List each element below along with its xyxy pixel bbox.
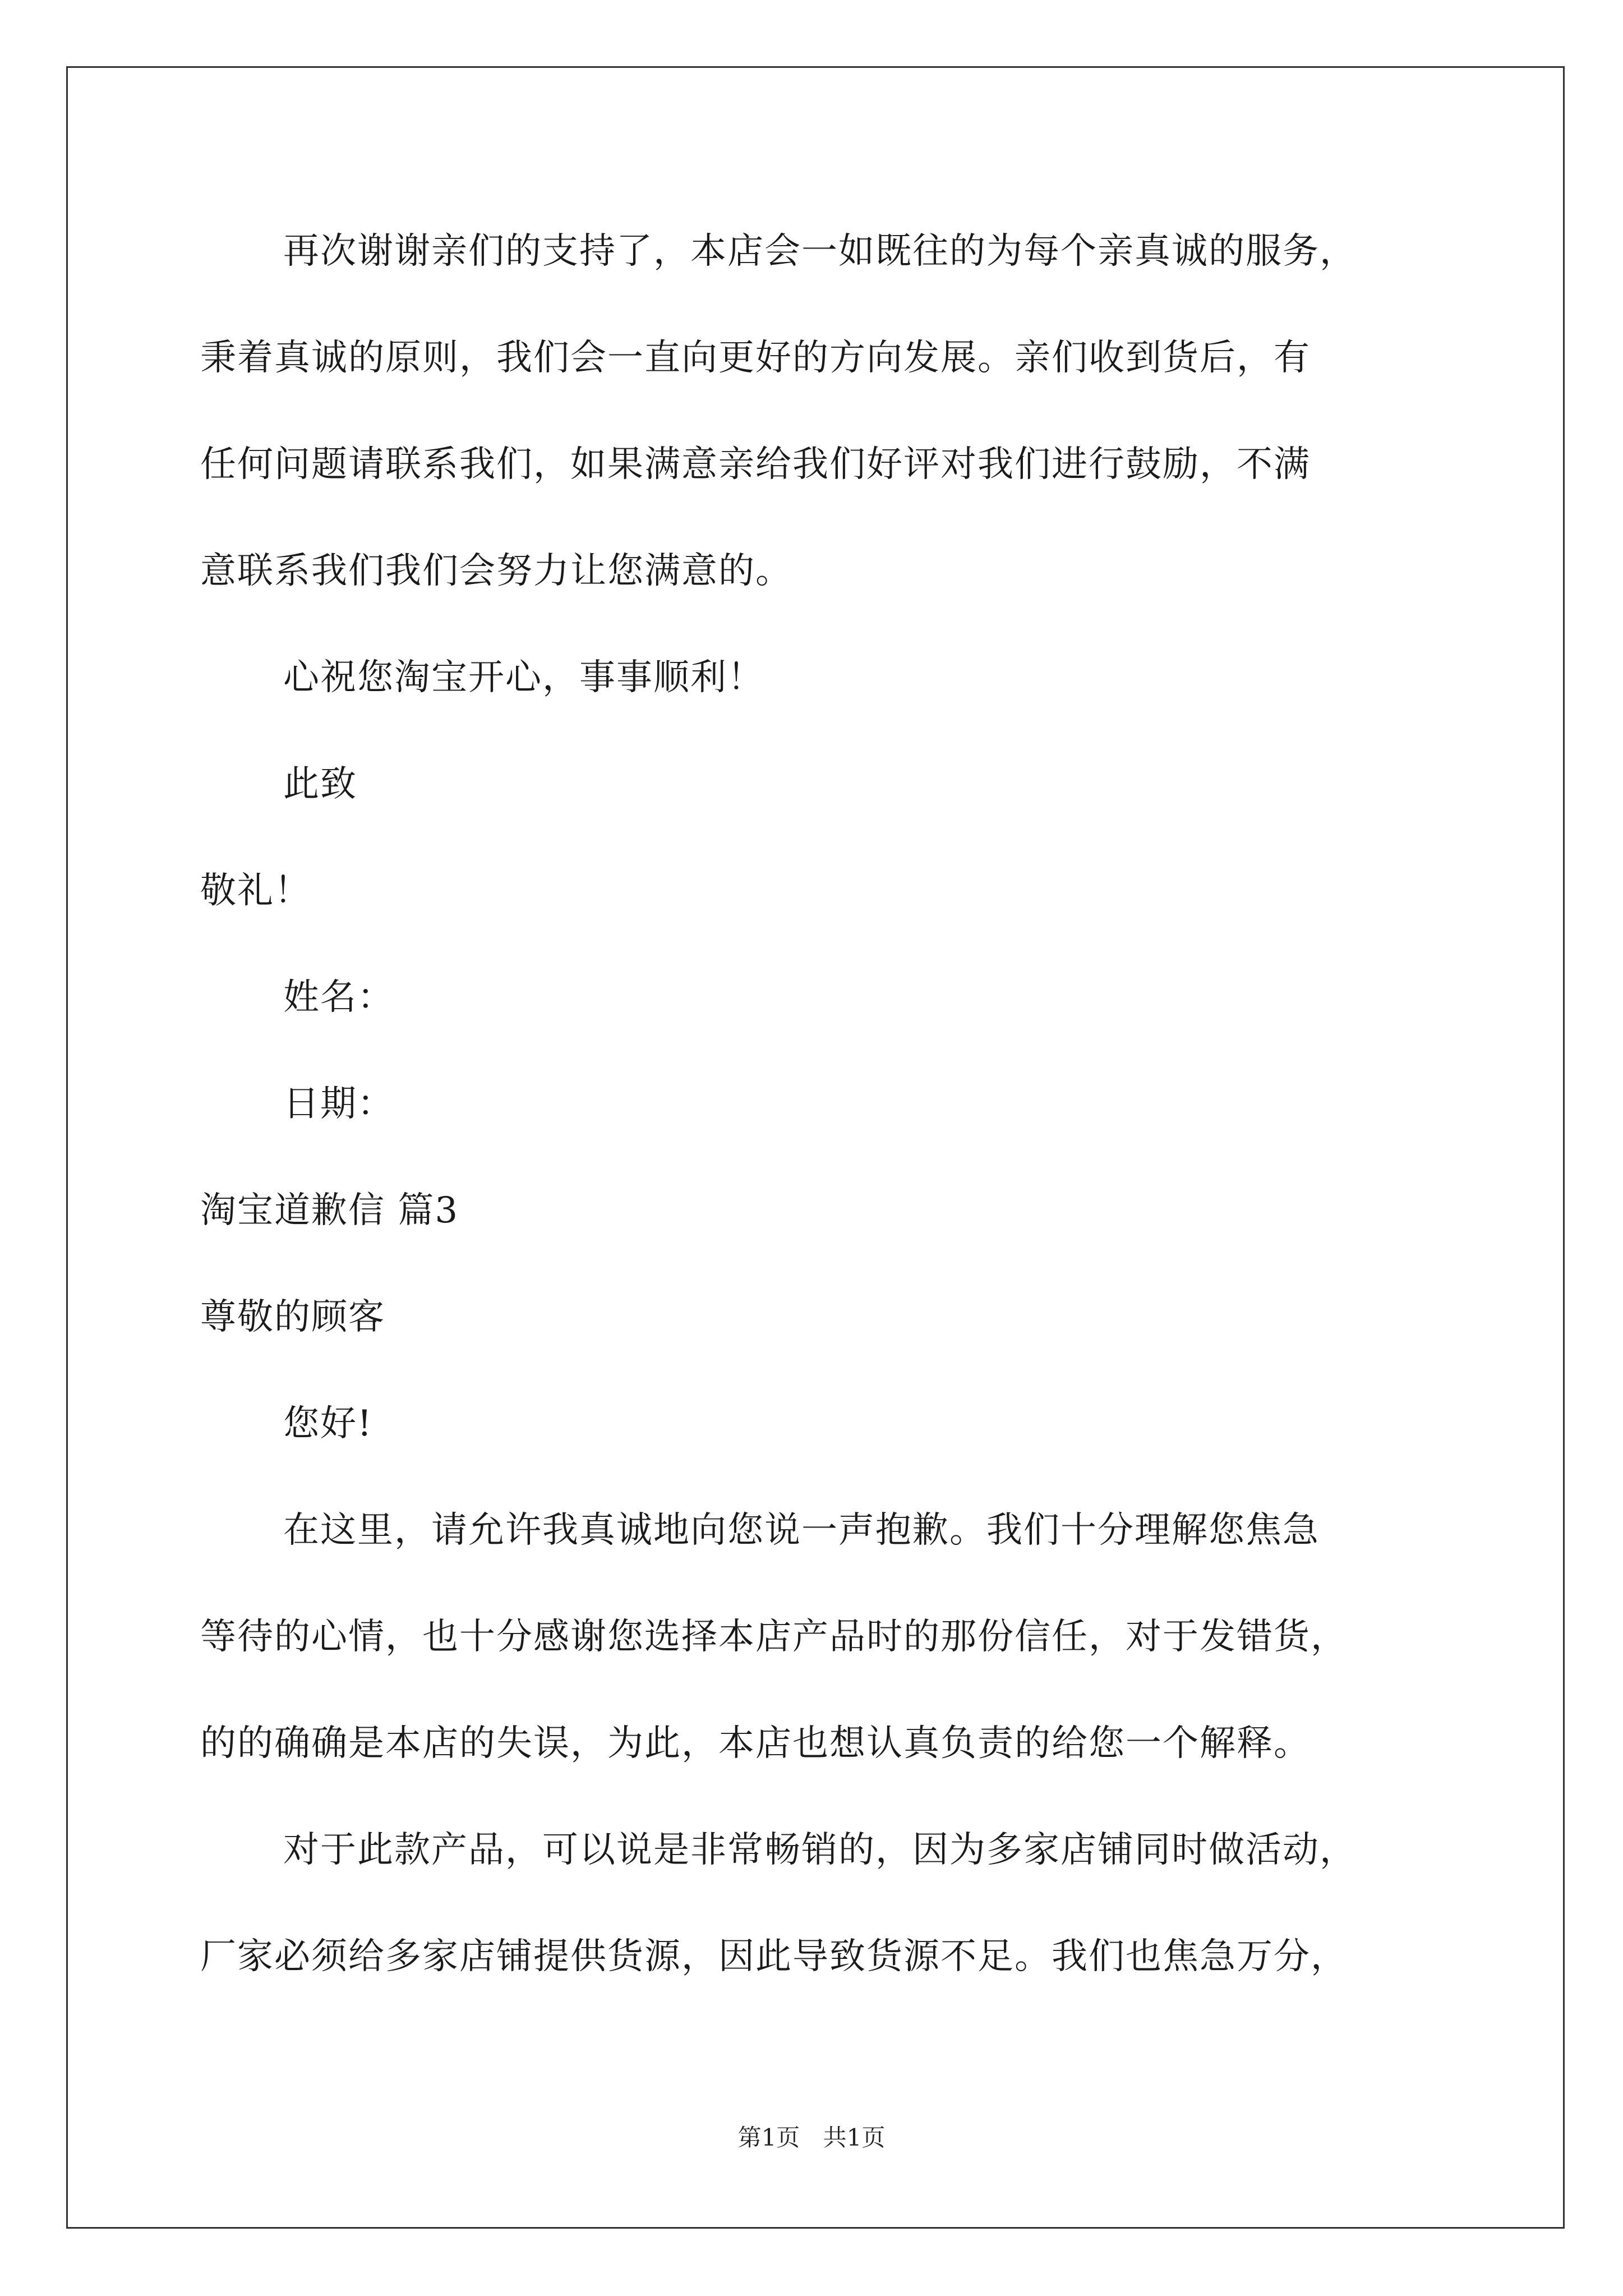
closing-salutation: 此致: [283, 763, 357, 805]
signature-name-label: 姓名：: [283, 977, 394, 1018]
body-text-line: 再次谢谢亲们的支持了，本店会一如既往的为每个亲真诚的服务，: [283, 231, 1357, 272]
body-text-line: 心祝您淘宝开心，事事顺利！: [283, 657, 764, 698]
page-number: 第1页: [737, 2124, 800, 2151]
body-text-line: 对于此款产品，可以说是非常畅销的，因为多家店铺同时做活动，: [283, 1829, 1357, 1871]
closing-regards: 敬礼！: [200, 870, 311, 912]
greeting-line: 您好!: [283, 1403, 373, 1444]
body-text-line: 的的确确是本店的失误，为此，本店也想认真负责的给您一个解释。: [200, 1723, 1311, 1764]
page-border: [66, 66, 1565, 2229]
recipient-line: 尊敬的顾客: [200, 1296, 385, 1338]
body-text-line: 在这里，请允许我真诚地向您说一声抱歉。我们十分理解您焦急: [283, 1510, 1320, 1551]
section-heading: 淘宝道歉信 篇3: [200, 1190, 459, 1231]
body-text-line: 任何问题请联系我们，如果满意亲给我们好评对我们进行鼓励，不满: [200, 444, 1311, 485]
body-text-line: 厂家必须给多家店铺提供货源，因此导致货源不足。我们也焦急万分，: [200, 1936, 1348, 1977]
page-footer: [0, 2126, 1623, 2150]
body-text-line: 等待的心情，也十分感谢您选择本店产品时的那份信任，对于发错货，: [200, 1616, 1348, 1658]
signature-date-label: 日期：: [283, 1083, 394, 1125]
body-text-line: 秉着真诚的原则，我们会一直向更好的方向发展。亲们收到货后，有: [200, 337, 1311, 379]
body-text-line: 意联系我们我们会努力让您满意的。: [200, 550, 792, 592]
page-total: 共1页: [823, 2124, 886, 2151]
